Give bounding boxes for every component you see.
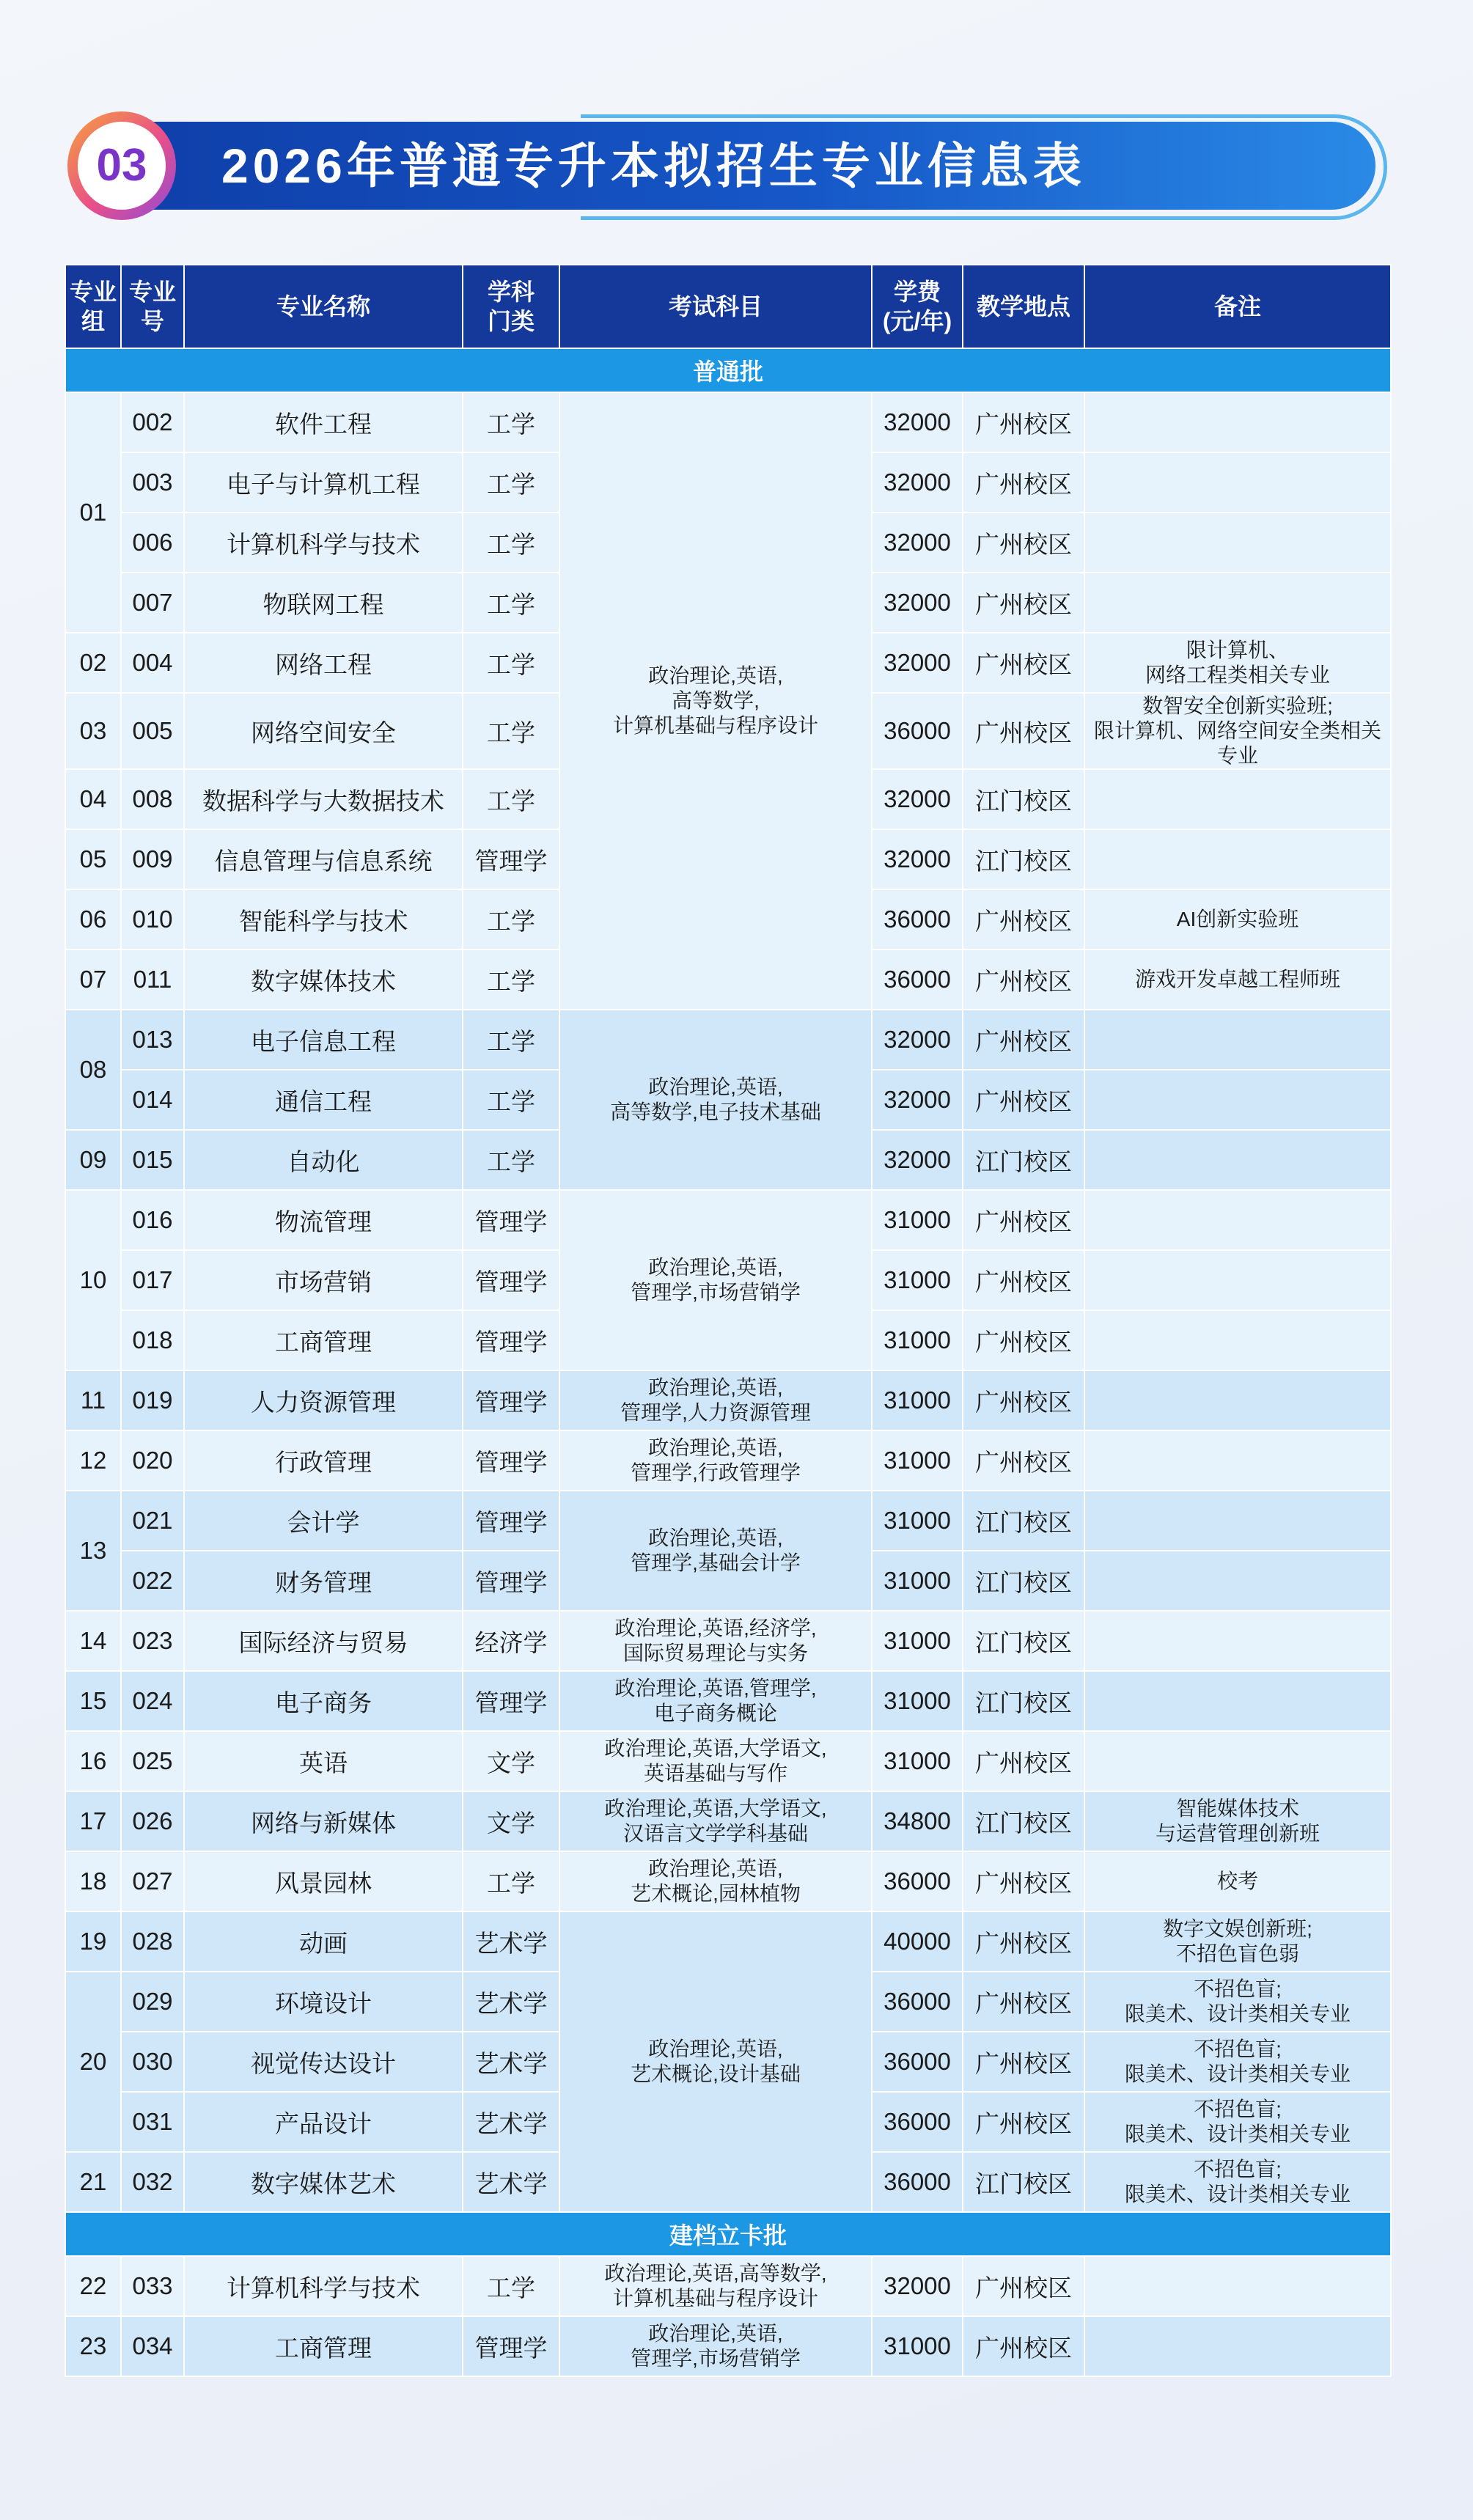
code-cell: 015 (121, 1130, 184, 1190)
note-cell (1084, 829, 1391, 889)
note-cell (1084, 1310, 1391, 1370)
header-category: 学科 门类 (463, 265, 559, 348)
code-cell: 023 (121, 1611, 184, 1671)
note-cell (1084, 1130, 1391, 1190)
note-cell: 游戏开发卓越工程师班 (1084, 949, 1391, 1010)
name-cell: 会计学 (184, 1491, 463, 1551)
category-cell: 管理学 (463, 1551, 559, 1611)
fee-cell: 36000 (872, 1851, 963, 1911)
exam-cell: 政治理论,英语,管理学, 电子商务概论 (559, 1671, 872, 1731)
fee-cell: 32000 (872, 392, 963, 452)
code-cell: 007 (121, 573, 184, 633)
group-cell: 15 (65, 1671, 121, 1731)
note-cell (1084, 513, 1391, 573)
name-cell: 智能科学与技术 (184, 889, 463, 949)
location-cell: 广州校区 (963, 1851, 1084, 1911)
note-cell (1084, 1070, 1391, 1130)
location-cell: 广州校区 (963, 1370, 1084, 1430)
note-cell (1084, 1731, 1391, 1791)
location-cell: 广州校区 (963, 452, 1084, 513)
category-cell: 工学 (463, 633, 559, 693)
group-cell: 04 (65, 769, 121, 829)
title-banner (67, 111, 1387, 220)
note-cell: 校考 (1084, 1851, 1391, 1911)
name-cell: 物流管理 (184, 1190, 463, 1250)
name-cell: 数字媒体艺术 (184, 2152, 463, 2212)
note-cell (1084, 452, 1391, 513)
name-cell: 数字媒体技术 (184, 949, 463, 1010)
name-cell: 工商管理 (184, 2316, 463, 2376)
group-cell: 02 (65, 633, 121, 693)
fee-cell: 31000 (872, 1310, 963, 1370)
note-cell: 数字文娱创新班; 不招色盲色弱 (1084, 1911, 1391, 1972)
table-header (65, 265, 1391, 348)
table-row (65, 1190, 1391, 1250)
header-note: 备注 (1084, 265, 1391, 348)
fee-cell: 32000 (872, 633, 963, 693)
table-row (65, 1491, 1391, 1551)
location-cell: 江门校区 (963, 1611, 1084, 1671)
location-cell: 广州校区 (963, 2032, 1084, 2092)
fee-cell: 36000 (872, 2032, 963, 2092)
note-cell: 数智安全创新实验班; 限计算机、网络空间安全类相关专业 (1084, 693, 1391, 769)
location-cell: 广州校区 (963, 1911, 1084, 1972)
name-cell: 计算机科学与技术 (184, 2256, 463, 2316)
category-cell: 工学 (463, 2256, 559, 2316)
code-cell: 028 (121, 1911, 184, 1972)
group-cell: 22 (65, 2256, 121, 2316)
category-cell: 工学 (463, 1010, 559, 1070)
category-cell: 管理学 (463, 1250, 559, 1310)
table-row (65, 2256, 1391, 2316)
location-cell: 广州校区 (963, 1972, 1084, 2032)
group-cell: 05 (65, 829, 121, 889)
table-row (65, 1731, 1391, 1791)
code-cell: 017 (121, 1250, 184, 1310)
code-cell: 025 (121, 1731, 184, 1791)
fee-cell: 36000 (872, 2152, 963, 2212)
exam-cell: 政治理论,英语, 管理学,行政管理学 (559, 1430, 872, 1491)
location-cell: 江门校区 (963, 1491, 1084, 1551)
exam-cell: 政治理论,英语, 高等数学, 计算机基础与程序设计 (559, 392, 872, 1010)
category-cell: 文学 (463, 1791, 559, 1851)
location-cell: 江门校区 (963, 1551, 1084, 1611)
name-cell: 工商管理 (184, 1310, 463, 1370)
location-cell: 广州校区 (963, 633, 1084, 693)
fee-cell: 31000 (872, 1430, 963, 1491)
exam-cell: 政治理论,英语, 管理学,市场营销学 (559, 2316, 872, 2376)
location-cell: 江门校区 (963, 1130, 1084, 1190)
group-cell: 17 (65, 1791, 121, 1851)
fee-cell: 32000 (872, 1130, 963, 1190)
exam-cell: 政治理论,英语, 管理学,基础会计学 (559, 1491, 872, 1611)
category-cell: 管理学 (463, 1370, 559, 1430)
fee-cell: 31000 (872, 1491, 963, 1551)
code-cell: 009 (121, 829, 184, 889)
note-cell (1084, 1611, 1391, 1671)
table-row (65, 1911, 1391, 1972)
code-cell: 002 (121, 392, 184, 452)
fee-cell: 36000 (872, 693, 963, 769)
section-filed: 建档立卡批 (65, 2212, 1391, 2256)
note-cell: 限计算机、 网络工程类相关专业 (1084, 633, 1391, 693)
fee-cell: 31000 (872, 1671, 963, 1731)
note-cell (1084, 1491, 1391, 1551)
group-cell: 16 (65, 1731, 121, 1791)
name-cell: 动画 (184, 1911, 463, 1972)
name-cell: 产品设计 (184, 2092, 463, 2152)
code-cell: 019 (121, 1370, 184, 1430)
code-cell: 011 (121, 949, 184, 1010)
category-cell: 工学 (463, 1851, 559, 1911)
category-cell: 工学 (463, 573, 559, 633)
name-cell: 通信工程 (184, 1070, 463, 1130)
table-row (65, 1851, 1391, 1911)
table-row (65, 1010, 1391, 1070)
fee-cell: 32000 (872, 829, 963, 889)
note-cell (1084, 769, 1391, 829)
major-info-table (65, 264, 1392, 2377)
location-cell: 广州校区 (963, 1070, 1084, 1130)
group-cell: 06 (65, 889, 121, 949)
location-cell: 江门校区 (963, 769, 1084, 829)
location-cell: 江门校区 (963, 829, 1084, 889)
category-cell: 工学 (463, 452, 559, 513)
category-cell: 管理学 (463, 829, 559, 889)
name-cell: 网络与新媒体 (184, 1791, 463, 1851)
exam-cell: 政治理论,英语,大学语文, 汉语言文学学科基础 (559, 1791, 872, 1851)
code-cell: 004 (121, 633, 184, 693)
group-cell: 09 (65, 1130, 121, 1190)
fee-cell: 31000 (872, 1250, 963, 1310)
name-cell: 财务管理 (184, 1551, 463, 1611)
category-cell: 管理学 (463, 2316, 559, 2376)
note-cell (1084, 1430, 1391, 1491)
code-cell: 033 (121, 2256, 184, 2316)
location-cell: 广州校区 (963, 889, 1084, 949)
location-cell: 广州校区 (963, 693, 1084, 769)
category-cell: 艺术学 (463, 1972, 559, 2032)
exam-cell: 政治理论,英语, 管理学,人力资源管理 (559, 1370, 872, 1430)
group-cell: 12 (65, 1430, 121, 1491)
code-cell: 010 (121, 889, 184, 949)
name-cell: 电子与计算机工程 (184, 452, 463, 513)
code-cell: 013 (121, 1010, 184, 1070)
code-cell: 022 (121, 1551, 184, 1611)
exam-cell: 政治理论,英语,高等数学, 计算机基础与程序设计 (559, 2256, 872, 2316)
category-cell: 工学 (463, 392, 559, 452)
location-cell: 江门校区 (963, 1671, 1084, 1731)
note-cell (1084, 1671, 1391, 1731)
name-cell: 自动化 (184, 1130, 463, 1190)
group-cell: 14 (65, 1611, 121, 1671)
category-cell: 工学 (463, 513, 559, 573)
category-cell: 管理学 (463, 1671, 559, 1731)
name-cell: 风景园林 (184, 1851, 463, 1911)
name-cell: 市场营销 (184, 1250, 463, 1310)
fee-cell: 31000 (872, 1190, 963, 1250)
fee-cell: 32000 (872, 2256, 963, 2316)
note-cell: 不招色盲; 限美术、设计类相关专业 (1084, 2152, 1391, 2212)
location-cell: 广州校区 (963, 1731, 1084, 1791)
note-cell: 智能媒体技术 与运营管理创新班 (1084, 1791, 1391, 1851)
note-cell (1084, 573, 1391, 633)
fee-cell: 36000 (872, 949, 963, 1010)
name-cell: 国际经济与贸易 (184, 1611, 463, 1671)
category-cell: 管理学 (463, 1190, 559, 1250)
fee-cell: 36000 (872, 889, 963, 949)
location-cell: 江门校区 (963, 2152, 1084, 2212)
group-cell: 10 (65, 1190, 121, 1370)
fee-cell: 32000 (872, 513, 963, 573)
note-cell: 不招色盲; 限美术、设计类相关专业 (1084, 2032, 1391, 2092)
group-cell: 20 (65, 1972, 121, 2152)
name-cell: 电子商务 (184, 1671, 463, 1731)
name-cell: 网络工程 (184, 633, 463, 693)
note-cell: AI创新实验班 (1084, 889, 1391, 949)
category-cell: 经济学 (463, 1611, 559, 1671)
fee-cell: 36000 (872, 1972, 963, 2032)
code-cell: 031 (121, 2092, 184, 2152)
section-row (65, 348, 1391, 392)
section-regular: 普通批 (65, 348, 1391, 392)
group-cell: 21 (65, 2152, 121, 2212)
note-cell (1084, 1250, 1391, 1310)
fee-cell: 31000 (872, 1731, 963, 1791)
code-cell: 026 (121, 1791, 184, 1851)
name-cell: 行政管理 (184, 1430, 463, 1491)
fee-cell: 31000 (872, 1370, 963, 1430)
header-fee: 学费 (元/年) (872, 265, 963, 348)
name-cell: 物联网工程 (184, 573, 463, 633)
page-title: 2026年普通专升本拟招生专业信息表 (221, 139, 1086, 193)
group-cell: 01 (65, 392, 121, 633)
name-cell: 英语 (184, 1731, 463, 1791)
fee-cell: 32000 (872, 769, 963, 829)
group-cell: 18 (65, 1851, 121, 1911)
table-row (65, 2316, 1391, 2376)
code-cell: 006 (121, 513, 184, 573)
code-cell: 014 (121, 1070, 184, 1130)
category-cell: 工学 (463, 693, 559, 769)
category-cell: 管理学 (463, 1491, 559, 1551)
table-row (65, 1430, 1391, 1491)
code-cell: 005 (121, 693, 184, 769)
section-number: 03 (78, 122, 166, 210)
name-cell: 数据科学与大数据技术 (184, 769, 463, 829)
location-cell: 广州校区 (963, 1190, 1084, 1250)
category-cell: 艺术学 (463, 2152, 559, 2212)
header-group: 专业 组 (65, 265, 121, 348)
exam-cell: 政治理论,英语,大学语文, 英语基础与写作 (559, 1731, 872, 1791)
fee-cell: 31000 (872, 2316, 963, 2376)
header-name: 专业名称 (184, 265, 463, 348)
location-cell: 江门校区 (963, 1791, 1084, 1851)
name-cell: 人力资源管理 (184, 1370, 463, 1430)
note-cell (1084, 1010, 1391, 1070)
location-cell: 广州校区 (963, 949, 1084, 1010)
location-cell: 广州校区 (963, 2256, 1084, 2316)
code-cell: 024 (121, 1671, 184, 1731)
note-cell (1084, 2256, 1391, 2316)
category-cell: 工学 (463, 769, 559, 829)
fee-cell: 32000 (872, 1010, 963, 1070)
exam-cell: 政治理论,英语, 艺术概论,园林植物 (559, 1851, 872, 1911)
table-row (65, 1791, 1391, 1851)
name-cell: 计算机科学与技术 (184, 513, 463, 573)
code-cell: 030 (121, 2032, 184, 2092)
code-cell: 027 (121, 1851, 184, 1911)
category-cell: 工学 (463, 1130, 559, 1190)
code-cell: 018 (121, 1310, 184, 1370)
code-cell: 032 (121, 2152, 184, 2212)
section-number-badge (67, 111, 176, 220)
name-cell: 电子信息工程 (184, 1010, 463, 1070)
category-cell: 艺术学 (463, 1911, 559, 1972)
header-exam: 考试科目 (559, 265, 872, 348)
name-cell: 视觉传达设计 (184, 2032, 463, 2092)
name-cell: 环境设计 (184, 1972, 463, 2032)
table-row (65, 1611, 1391, 1671)
code-cell: 003 (121, 452, 184, 513)
fee-cell: 34800 (872, 1791, 963, 1851)
location-cell: 广州校区 (963, 1010, 1084, 1070)
name-cell: 网络空间安全 (184, 693, 463, 769)
fee-cell: 31000 (872, 1611, 963, 1671)
location-cell: 广州校区 (963, 392, 1084, 452)
location-cell: 广州校区 (963, 1430, 1084, 1491)
group-cell: 19 (65, 1911, 121, 1972)
code-cell: 029 (121, 1972, 184, 2032)
group-cell: 03 (65, 693, 121, 769)
note-cell (1084, 1190, 1391, 1250)
header-code: 专业 号 (121, 265, 184, 348)
location-cell: 广州校区 (963, 2316, 1084, 2376)
fee-cell: 32000 (872, 452, 963, 513)
category-cell: 文学 (463, 1731, 559, 1791)
note-cell: 不招色盲; 限美术、设计类相关专业 (1084, 1972, 1391, 2032)
fee-cell: 32000 (872, 1070, 963, 1130)
category-cell: 管理学 (463, 1310, 559, 1370)
fee-cell: 40000 (872, 1911, 963, 1972)
location-cell: 广州校区 (963, 2092, 1084, 2152)
fee-cell: 31000 (872, 1551, 963, 1611)
note-cell (1084, 392, 1391, 452)
code-cell: 016 (121, 1190, 184, 1250)
code-cell: 034 (121, 2316, 184, 2376)
group-cell: 07 (65, 949, 121, 1010)
category-cell: 艺术学 (463, 2032, 559, 2092)
note-cell (1084, 1551, 1391, 1611)
group-cell: 13 (65, 1491, 121, 1611)
category-cell: 工学 (463, 1070, 559, 1130)
exam-cell: 政治理论,英语, 管理学,市场营销学 (559, 1190, 872, 1370)
group-cell: 11 (65, 1370, 121, 1430)
exam-cell: 政治理论,英语,经济学, 国际贸易理论与实务 (559, 1611, 872, 1671)
category-cell: 管理学 (463, 1430, 559, 1491)
code-cell: 021 (121, 1491, 184, 1551)
table-row (65, 1671, 1391, 1731)
section-row (65, 2212, 1391, 2256)
code-cell: 008 (121, 769, 184, 829)
group-cell: 08 (65, 1010, 121, 1130)
category-cell: 工学 (463, 889, 559, 949)
name-cell: 信息管理与信息系统 (184, 829, 463, 889)
group-cell: 23 (65, 2316, 121, 2376)
exam-cell: 政治理论,英语, 高等数学,电子技术基础 (559, 1010, 872, 1190)
fee-cell: 36000 (872, 2092, 963, 2152)
category-cell: 工学 (463, 949, 559, 1010)
location-cell: 广州校区 (963, 1250, 1084, 1310)
location-cell: 广州校区 (963, 573, 1084, 633)
note-cell (1084, 2316, 1391, 2376)
exam-cell: 政治理论,英语, 艺术概论,设计基础 (559, 1911, 872, 2212)
table-row (65, 392, 1391, 452)
header-location: 教学地点 (963, 265, 1084, 348)
location-cell: 广州校区 (963, 513, 1084, 573)
category-cell: 艺术学 (463, 2092, 559, 2152)
fee-cell: 32000 (872, 573, 963, 633)
note-cell (1084, 1370, 1391, 1430)
location-cell: 广州校区 (963, 1310, 1084, 1370)
name-cell: 软件工程 (184, 392, 463, 452)
table-row (65, 1370, 1391, 1430)
note-cell: 不招色盲; 限美术、设计类相关专业 (1084, 2092, 1391, 2152)
code-cell: 020 (121, 1430, 184, 1491)
